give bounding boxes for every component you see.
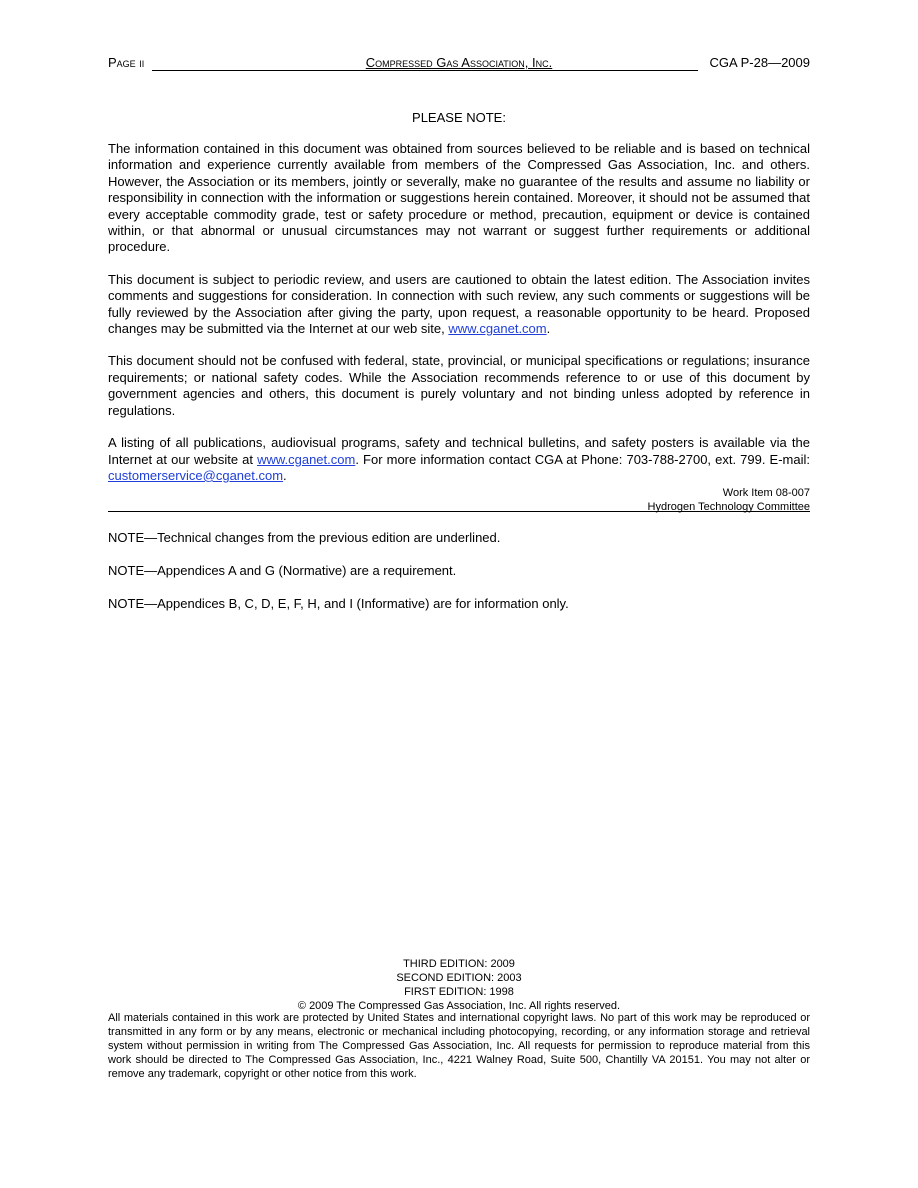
- notes-list: [108, 530, 810, 629]
- disclaimer-paragraph-4: [108, 435, 810, 484]
- disclaimer-paragraph-2: [108, 272, 810, 338]
- copyright-line: © 2009 The Compressed Gas Association, Inc. All rights reserved.: [297, 1000, 621, 1012]
- second-edition: SECOND EDITION: 2003: [396, 972, 522, 984]
- rights-statement: All materials contained in this work are protected by United States and international copyright laws. No part of this work may be reproduced or transmitted in any form or by any means, electronic or mechanical including photocopying, recording, or any information storage and retrieval system without permission in writing from The Compressed Gas Association, Inc. All requests for permission to reproduce material from this work should be directed to The Compressed Gas Association, Inc., 4221 Walney Road, Suite 500, Chantilly VA 20151. You may not alter or remove any trademark, copyright or other notice from this work.: [108, 1012, 810, 1080]
- please-note-heading: PLEASE NOTE:: [412, 110, 506, 125]
- email-link[interactable]: customerservice@cganet.com: [108, 467, 284, 483]
- paragraph-2-text: This document is subject to periodic review, and users are cautioned to obtain the latest edition. The Association invites comments and suggestions for consideration. In connection with such review, any such comments or suggestions will be fully reviewed by the Association after giving the party, upon request, a reasonable opportunity to be heard. Proposed changes may be submitted via the Internet at our web site,: [108, 271, 810, 337]
- work-item-number: Work Item 08-007: [722, 487, 810, 499]
- paragraph-2-end: .: [546, 321, 551, 337]
- disclaimer-body: [108, 141, 810, 484]
- section-divider: [108, 511, 810, 512]
- third-edition: THIRD EDITION: 2009: [403, 958, 515, 970]
- committee-name: Hydrogen Technology Committee: [647, 501, 810, 513]
- edition-history: [108, 957, 810, 1013]
- cganet-link-2[interactable]: www.cganet.com: [257, 451, 356, 467]
- work-item-block: [510, 486, 810, 514]
- cganet-link[interactable]: www.cganet.com: [448, 321, 547, 337]
- paragraph-4-end: .: [283, 467, 287, 483]
- running-header: [108, 55, 810, 71]
- paragraph-4-mid: . For more information contact CGA at Phone: 703-788-2700, ext. 799. E-mail:: [355, 451, 810, 467]
- header-page-number: Page ii: [108, 55, 145, 70]
- header-document-id: CGA P-28—2009: [709, 55, 810, 70]
- paragraph-4-text: A listing of all publications, audiovisual programs, safety and technical bulletins, and safety posters is available via the Internet at our website at: [108, 435, 810, 467]
- first-edition: FIRST EDITION: 1998: [404, 986, 514, 998]
- note-item: NOTE—Technical changes from the previous edition are underlined.: [108, 530, 501, 545]
- header-organization: Compressed Gas Association, Inc.: [365, 55, 553, 70]
- note-item: NOTE—Appendices B, C, D, E, F, H, and I (Informative) are for information only.: [108, 596, 569, 611]
- note-item: NOTE—Appendices A and G (Normative) are a requirement.: [108, 563, 457, 578]
- disclaimer-paragraph-3: This document should not be confused with federal, state, provincial, or municipal specifications or regulations; insurance requirements; or national safety codes. While the Association recommends reference to or use of this document by government agencies and others, this document is purely voluntary and not binding unless adopted by reference in regulations.: [108, 353, 810, 418]
- disclaimer-paragraph-1: The information contained in this document was obtained from sources believed to be reliable and is based on technical information and experience currently available from members of the Compressed Gas Association, Inc. and others. However, the Association or its members, jointly or severally, make no guarantee of the results and assume no liability or responsibility in connection with the information or suggestions herein contained. Moreover, it should not be assumed that every acceptable commodity grade, test or safety procedure or method, precaution, equipment or device is contained within, or that abnormal or unusual circumstances may not warrant or suggest further requirements or additional procedure.: [108, 141, 810, 255]
